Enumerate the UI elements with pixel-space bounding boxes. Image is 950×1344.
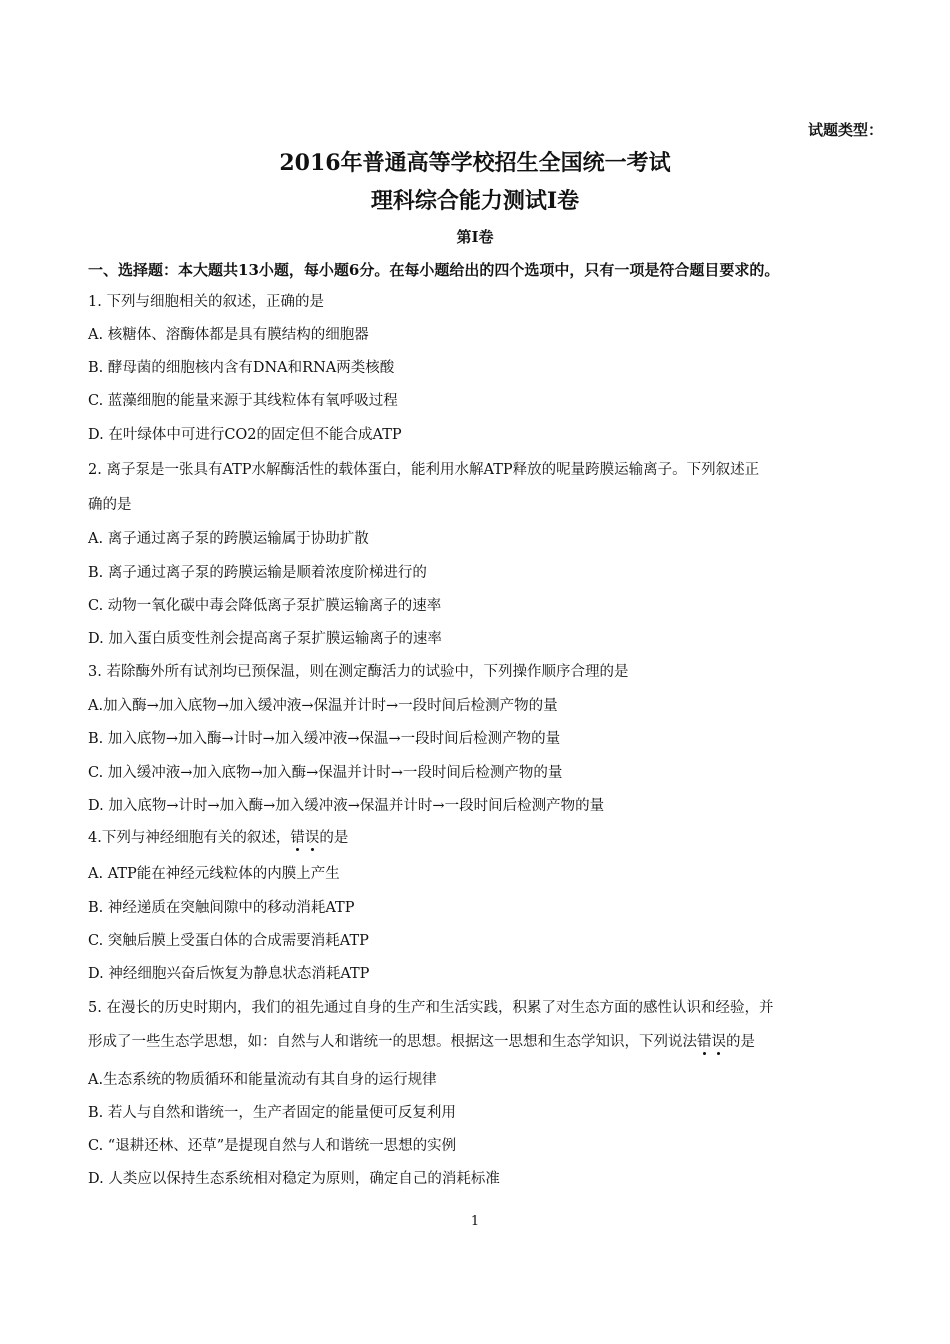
q4-option-a: A. ATP能在神经元线粒体的内膜上产生 (88, 866, 340, 882)
q5-stem-line2 (88, 1030, 755, 1051)
page-number: 1 (470, 1214, 480, 1229)
section-heading: 一、选择题：本大题共13小题，每小题6分。在每小题给出的四个选项中，只有一项是符合题目要求的。 (88, 261, 780, 279)
q1-option-a: A. 核糖体、溶酶体都是具有膜结构的细胞器 (88, 327, 369, 343)
q1-option-b: B. 酵母菌的细胞核内含有DNA和RNA两类核酸 (88, 360, 395, 376)
q5-stem-line2-pre: 形成了一些生态学思想，如：自然与人和谐统一的思想。根据这一思想和生态学知识，下列说法 (88, 1034, 697, 1050)
q5-option-c: C. “退耕还林、还草”是提现自然与人和谐统一思想的实例 (88, 1138, 457, 1154)
exam-title: 2016年普通高等学校招生全国统一考试 (279, 150, 671, 176)
q5-stem-line1: 5. 在漫长的历史时期内，我们的祖先通过自身的生产和生活实践，积累了对生态方面的感性认识和经验，并 (88, 1000, 774, 1016)
q2-stem-line1: 2. 离子泵是一张具有ATP水解酶活性的载体蛋白，能利用水解ATP释放的呢量跨膜运输离子。下列叙述正 (88, 462, 760, 478)
q1-option-c: C. 蓝藻细胞的能量来源于其线粒体有氧呼吸过程 (88, 393, 398, 409)
q4-option-b: B. 神经递质在突触间隙中的移动消耗ATP (88, 900, 355, 916)
q3-option-a: A.加入酶→加入底物→加入缓冲液→保温并计时→一段时间后检测产物的量 (88, 698, 558, 714)
q1-option-d: D. 在叶绿体中可进行CO2的固定但不能合成ATP (88, 427, 402, 443)
q4-stem (88, 826, 348, 847)
q3-option-d: D. 加入底物→计时→加入酶→加入缓冲液→保温并计时→一段时间后检测产物的量 (88, 798, 605, 814)
volume-heading: 第Ⅰ卷 (456, 228, 494, 246)
q3-option-c: C. 加入缓冲液→加入底物→加入酶→保温并计时→一段时间后检测产物的量 (88, 765, 563, 781)
q4-stem-post: 的是 (319, 830, 349, 846)
q4-option-c: C. 突触后膜上受蛋白体的合成需要消耗ATP (88, 933, 369, 949)
q2-stem-line2: 确的是 (88, 497, 132, 513)
q5-emphasis-char-2: 误 (711, 1034, 726, 1050)
q5-option-b: B. 若人与自然和谐统一，生产者固定的能量便可反复利用 (88, 1105, 456, 1121)
exam-subtitle: 理科综合能力测试Ⅰ卷 (370, 188, 580, 214)
q5-stem-line2-post: 的是 (726, 1034, 755, 1050)
q4-emphasis-char-1: 错 (290, 830, 305, 846)
q4-option-d: D. 神经细胞兴奋后恢复为静息状态消耗ATP (88, 966, 370, 982)
q5-option-d: D. 人类应以保持生态系统相对稳定为原则，确定自己的消耗标准 (88, 1171, 500, 1187)
q4-stem-pre: 4.下列与神经细胞有关的叙述， (88, 830, 291, 846)
q1-stem: 1. 下列与细胞相关的叙述，正确的是 (88, 294, 324, 310)
q2-option-c: C. 动物一氧化碳中毒会降低离子泵扩膜运输离子的速率 (88, 598, 442, 614)
q5-option-a: A.生态系统的物质循环和能量流动有其自身的运行规律 (88, 1072, 437, 1088)
question-type-label: 试题类型： (808, 121, 884, 139)
q2-option-d: D. 加入蛋白质变性剂会提高离子泵扩膜运输离子的速率 (88, 631, 442, 647)
q2-option-a: A. 离子通过离子泵的跨膜运输属于协助扩散 (88, 531, 369, 547)
q3-option-b: B. 加入底物→加入酶→计时→加入缓冲液→保温→一段时间后检测产物的量 (88, 731, 561, 747)
q3-stem: 3. 若除酶外所有试剂均已预保温，则在测定酶活力的试验中，下列操作顺序合理的是 (88, 664, 629, 680)
q4-emphasis-char-2: 误 (304, 830, 320, 846)
q5-emphasis-char-1: 错 (697, 1034, 712, 1050)
q2-option-b: B. 离子通过离子泵的跨膜运输是顺着浓度阶梯进行的 (88, 565, 427, 581)
